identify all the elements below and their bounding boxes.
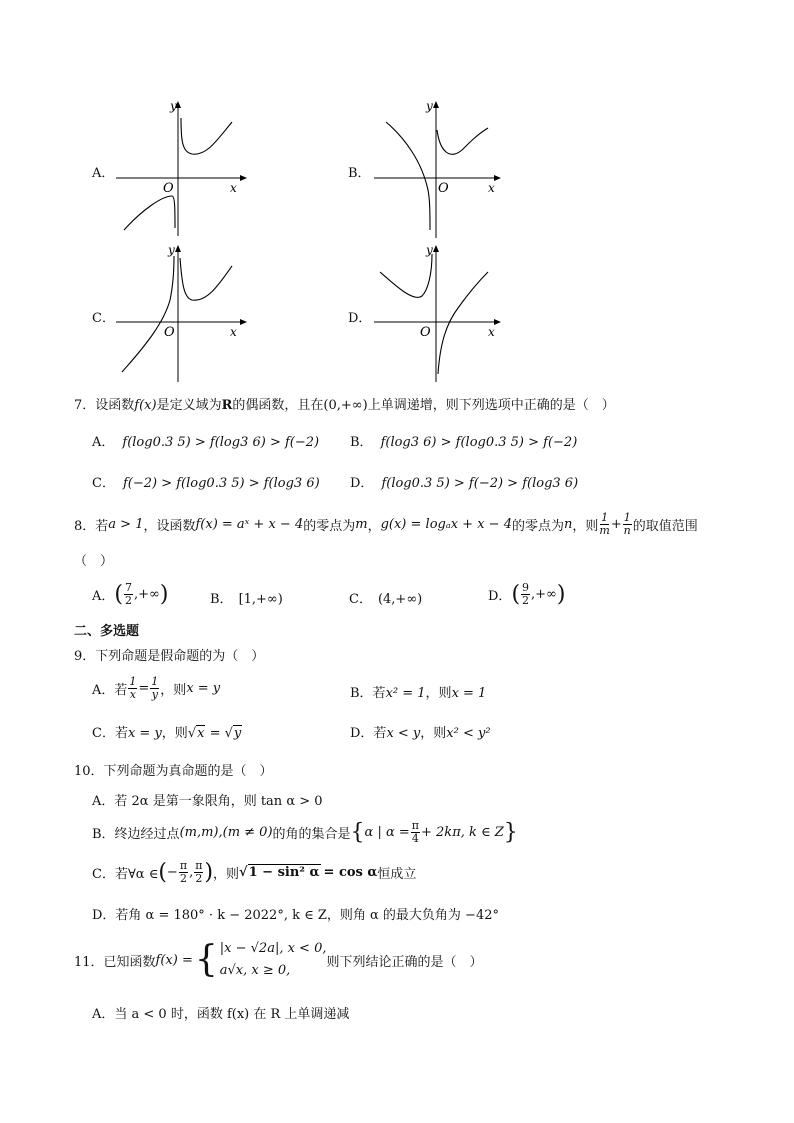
graph-a-y-label: y — [170, 99, 177, 113]
q10-option-a[interactable]: A．若 2α 是第一象限角，则 tan α > 0 — [92, 794, 323, 809]
q10-option-c[interactable]: C．若∀α ∈ ( − $\frac{\pi}{2}$ , $\frac{\pi}{2}$ ) ，则 √1 − sin² α = cos α 恒成立 — [92, 859, 417, 885]
q9-option-c[interactable]: C．若x = y，则√x = √y — [92, 726, 242, 741]
graph-a-origin-label: O — [163, 181, 174, 196]
graph-c-x-label: x — [230, 325, 237, 339]
q10-stem: 10．下列命题为真命题的是（ ） — [74, 764, 273, 779]
q9-option-b[interactable]: B．若x² = 1，则x = 1 — [350, 686, 487, 701]
q8-stem: 8．若 a > 1 ，设函数 f(x) = aˣ + x − 4 的零点为 m ， g(x) = logₐx + x − 4 的零点为 n ，则 $\frac{1}{m}$ + $\frac{1}{n}$ 的取值范围 — [74, 511, 698, 537]
q7-option-c[interactable]: C． f(−2) > f(log0.3 5) > f(log3 6) — [92, 476, 320, 491]
q7-stem: 7．设函数f(x)是定义域为R的偶函数，且在(0,+∞)上单调递增，则下列选项中正确的是（ ） — [74, 398, 615, 413]
graph-c — [112, 244, 252, 384]
q8-paren: （ ） — [74, 554, 114, 569]
graph-b-y-label: y — [426, 99, 433, 113]
graph-a — [112, 100, 252, 240]
q9-stem: 9．下列命题是假命题的为（ ） — [74, 649, 265, 664]
q10-option-b[interactable]: B．终边经过点 (m,m),(m ≠ 0) 的角的集合是 { α | α = $\frac{\pi}{4}$ + 2kπ, k ∈ Z } — [92, 819, 518, 845]
graph-d-origin-label: O — [420, 325, 431, 340]
graph-b-origin-label: O — [438, 181, 449, 196]
q7-option-d[interactable]: D． f(log0.3 5) > f(−2) > f(log3 6) — [350, 476, 579, 491]
graph-c-y-label: y — [168, 243, 175, 257]
graph-c-label: C． — [92, 311, 115, 326]
graph-b-x-label: x — [488, 181, 495, 195]
q10-option-d[interactable]: D．若角 α = 180° · k − 2022°, k ∈ Z，则角 α 的最大负角为 −42° — [92, 908, 499, 923]
graph-d-label: D． — [348, 311, 372, 326]
graph-c-origin-label: O — [164, 325, 175, 340]
q9-option-a[interactable]: A．若 $\frac{1}{x}$ = $\frac{1}{y}$ ，则 x = y — [92, 675, 221, 701]
graph-a-label: A． — [92, 166, 115, 181]
q7-option-a[interactable]: A． f(log0.3 5) > f(log3 6) > f(−2) — [92, 435, 320, 450]
q8-frac-n: $\frac{1}{n}$ — [623, 511, 631, 537]
graph-b — [370, 100, 510, 240]
graph-b-label: B． — [348, 166, 371, 181]
q8-option-c[interactable]: C． (4,+∞) — [349, 592, 423, 607]
q8-option-a[interactable]: A． ( $\frac{7}{2}$ ,+∞ ) — [92, 581, 169, 607]
q7-option-b[interactable]: B． f(log3 6) > f(log0.3 5) > f(−2) — [350, 435, 578, 450]
graph-d-y-label: y — [426, 243, 433, 257]
q11-stem: 11．已知函数 f(x) = { |x − √2a|, x < 0, a√x, x ≥ 0, 则下列结论正确的是（ ） — [74, 939, 483, 980]
graph-d-x-label: x — [488, 325, 495, 339]
q11-option-a[interactable]: A．当 a < 0 时，函数 f(x) 在 R 上单调递减 — [92, 1007, 350, 1022]
graph-a-x-label: x — [230, 181, 237, 195]
graph-d — [370, 244, 510, 384]
q9-option-d[interactable]: D．若x < y，则x² < y² — [350, 726, 491, 741]
q8-frac-m: $\frac{1}{m}$ — [599, 511, 610, 537]
section-title: 二、多选题 — [74, 624, 140, 639]
q8-option-b[interactable]: B． [1,+∞) — [210, 592, 283, 607]
q8-option-d[interactable]: D． ( $\frac{9}{2}$ ,+∞ ) — [488, 581, 566, 607]
